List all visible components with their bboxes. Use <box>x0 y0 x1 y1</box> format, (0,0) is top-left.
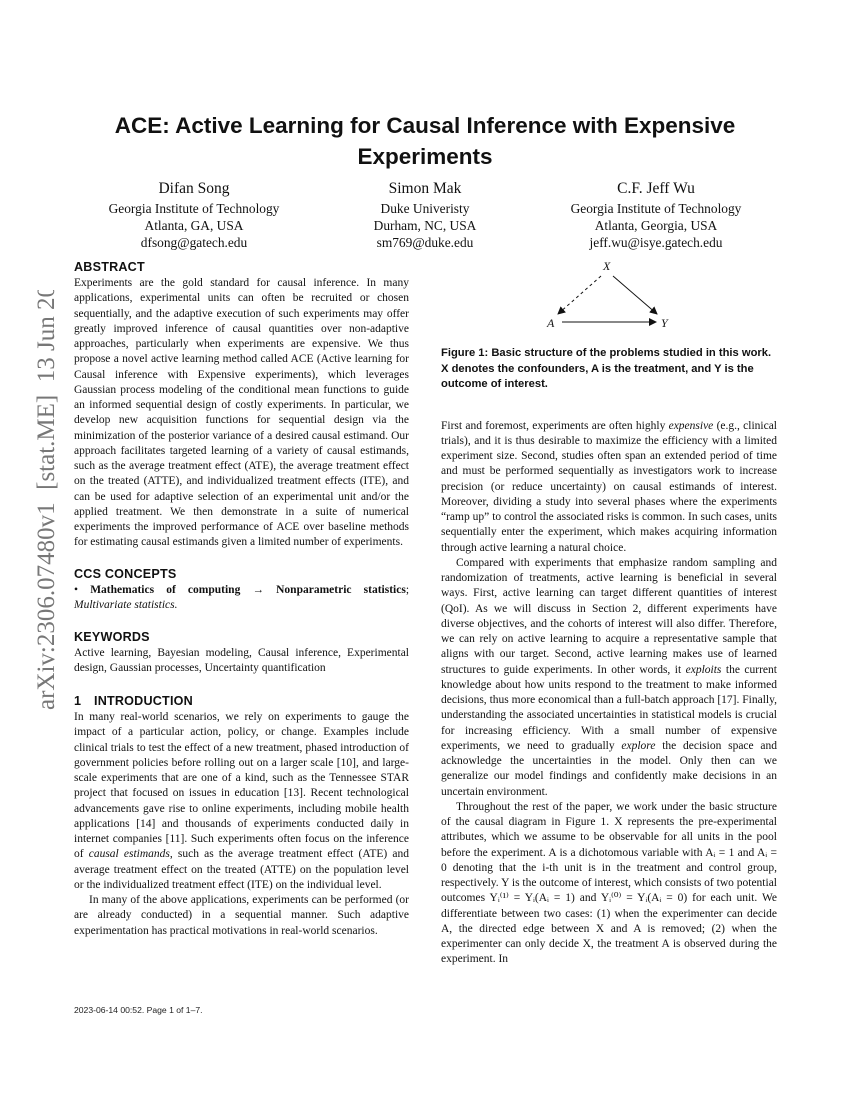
abstract-text: Experiments are the gold standard for causal inference. In many applications, experimental units can often be recruited or chosen sequentially, and the adaptive execution of such experiments may offer greatly improved inference of causal quantities over non-adaptive approaches, particularly when experiments are expensive. We thus propose a novel active learning method called ACE (Active learning for Causal inference with Expensive experiments), which leverages Gaussian process modeling of the conditional mean functions to guide an informed sequential design of costly experiments. In particular, we develop new acquisition functions for sequential design via the minimization of the posterior variance of a desired causal estimand. Our approach facilitates targeted learning of a variety of causal estimands, such as the average treatment effect (ATE), the average treatment effect on the treated (ATTE), and individualized treatment effects (ITE), and can be used for adaptive selection of an experimental unit and/or the applied treatment. We then demonstrate in a suite of numerical experiments the improved performance of ACE over baseline methods for estimating causal estimands given a limited number of experiments. <box>74 277 409 549</box>
section-title: INTRODUCTION <box>94 694 193 708</box>
left-column <box>74 258 409 939</box>
intro-paragraph-1: In many real-world scenarios, we rely on experiments to gauge the impact of a particular action, policy, or change. Examples include clinical trials to test the effect of a new treatment, phased introduction of government policies before rolling out on a larger scale [10], and large-scale experiments that are one of a kind, such as the Tennessee STAR project that focused on issues in education [13]. Recent technological advancements gave rise to online experiments, including mobile health applications [14] and thousands of experiments conducted daily in internet companies [11]. Such experiments often focus on the inference of causal estimands, such as the average treatment effect (ATE) and average treatment effect on the treated (ATTE) on the population level or the individualized treatment effect (ITE) on the individual level. <box>74 711 409 891</box>
section-number: 1 <box>74 694 82 708</box>
ccs-bullet: • <box>74 583 79 596</box>
author-name: Difan Song <box>158 180 230 197</box>
ccs-separator: ; <box>405 583 410 596</box>
figure-1-causal-diagram <box>441 258 777 346</box>
body-paragraph-1: First and foremost, experiments are often highly expensive (e.g., clinical trials), and it is thus desirable to maximize the efficiency with a limited experiment size. Second, studies often span an extended period of time and must be performed sequentially as investigators work to increase precision (or reduce uncertainty) on causal estimands of interest. Moreover, dividing a study into several phases where the experiments “ramp up” to control the associated risks is common. In such cases, units sequentially enter the experiment, which makes acquiring information through active learning a natural choice. <box>441 419 777 554</box>
keywords-text: Active learning, Bayesian modeling, Causal inference, Experimental design, Gaussian processes, Uncertainty quantification <box>74 646 409 674</box>
emphasis: causal estimands <box>88 848 170 861</box>
keywords-heading: KEYWORDS <box>74 629 150 644</box>
emphasis: expensive <box>668 419 714 432</box>
page-footer: 2023-06-14 00:52. Page 1 of 1–7. <box>74 1005 203 1015</box>
author-affiliation: Georgia Institute of Technology <box>108 201 280 216</box>
body-paragraph-2: Compared with experiments that emphasize random sampling and randomization of treatments, active learning is beneficial in several ways. First, active learning can target different quantities of interest (QoI). As we will discuss in Section 2, different experiments have diverse objectives, and the cohorts of interest will also differ. Therefore, we can rely on active learning to acquire a representative sample that aligns with our target. Second, active learning makes use of learned structures to guide experiments. In other words, it exploits the current knowledge about how units respond to the treatment to make informed decisions, thus more economical than a full-batch approach [17]. Finally, understanding the associated uncertainties in statistical models is crucial for increasing efficiency. With a small number of expensive experiments, we need to gradually explore the decision space and acknowledge the uncertainties in the model. Only then can we generalize our model findings and confidently make decisions in an uncertain environment. <box>441 556 777 798</box>
author-3 <box>536 178 776 251</box>
introduction-heading <box>74 692 409 710</box>
ccs-heading: CCS CONCEPTS <box>74 566 177 581</box>
arxiv-identifier: arXiv:2306.07480v1 [stat.ME] 13 Jun 2023 <box>33 290 60 710</box>
author-email: sm769@duke.edu <box>376 235 474 250</box>
author-1 <box>74 178 314 251</box>
intro-paragraph-2: In many of the above applications, experiments can be performed (or are already conducted) in a sequential manner. Such adaptive experimentation has practical motivations in real-world scenarios. <box>74 894 409 937</box>
edge-x-to-y <box>613 276 657 314</box>
node-y-label: Y <box>661 316 668 330</box>
author-location: Atlanta, Georgia, USA <box>594 218 718 233</box>
author-affiliation: Georgia Institute of Technology <box>570 201 742 216</box>
emphasis: exploits <box>685 663 722 676</box>
right-column <box>441 258 777 968</box>
node-x-label: X <box>603 259 611 273</box>
node-a-label: A <box>547 316 555 330</box>
edge-x-to-a <box>558 276 601 314</box>
paper-title: ACE: Active Learning for Causal Inference with Expensive Experiments <box>114 113 736 169</box>
body-paragraph-3: Throughout the rest of the paper, we work under the basic structure of the causal diagram in Figure 1. X represents the pre-experimental attributes, which we assume to be observable for all units in the pool before the experiment. A is a dichotomous variable with Aᵢ = 1 and Aᵢ = 0 denoting that the i-th unit is in the treatment and control group, respectively. Y is the outcome of interest, which consists of two potential outcomes Yᵢ⁽¹⁾ = Yᵢ(Aᵢ = 1) and Yᵢ⁽⁰⁾ = Yᵢ(Aᵢ = 0) for each unit. We differentiate between two cases: (1) when the experimenter can decide A, the directed edge between X and A is removed; (2) when the experimenter can only decide X, the treatment A is observed during the experiment. In <box>441 800 777 966</box>
author-location: Durham, NC, USA <box>373 218 477 233</box>
author-email: dfsong@gatech.edu <box>140 235 248 250</box>
abstract-heading: ABSTRACT <box>74 260 145 274</box>
author-affiliation: Duke Univeristy <box>380 201 470 216</box>
author-name: Simon Mak <box>388 180 462 197</box>
emphasis: explore <box>621 739 656 752</box>
figure-1-caption: Figure 1: Basic structure of the problems studied in this work. X denotes the confounders, A is the treatment, and Y is the outcome of interest. <box>441 347 772 390</box>
arxiv-side-stamp <box>18 290 68 710</box>
author-2 <box>305 178 545 251</box>
ccs-concepts <box>74 583 409 614</box>
author-location: Atlanta, GA, USA <box>144 218 244 233</box>
author-name: C.F. Jeff Wu <box>617 180 695 197</box>
ccs-concept-secondary: Multivariate statistics. <box>74 599 178 611</box>
author-email: jeff.wu@isye.gatech.edu <box>589 235 723 250</box>
ccs-concept-primary: Mathematics of computing → Nonparametric statistics <box>90 583 406 596</box>
